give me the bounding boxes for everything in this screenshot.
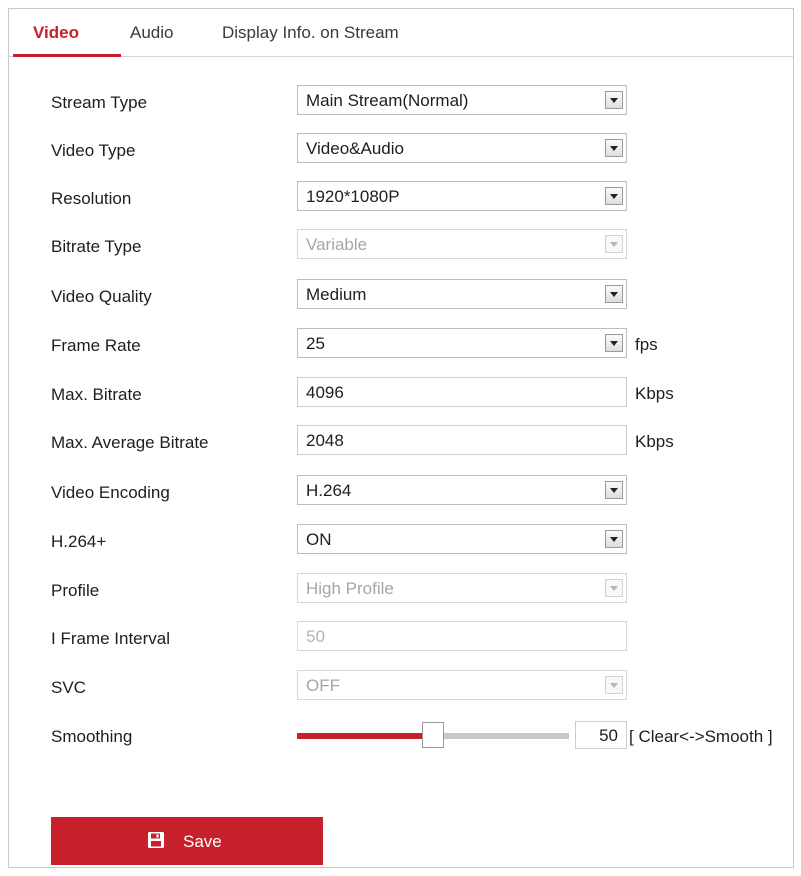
max-average-bitrate-row [9,425,793,461]
tab-display-info-on-stream[interactable]: Display Info. on Stream [222,23,399,42]
chevron-down-icon [605,579,623,597]
smoothing-row [9,719,793,755]
video-type-row [9,133,793,169]
video-encoding-label: Video Encoding [51,483,170,502]
bitrate-type-label: Bitrate Type [51,237,142,256]
save-button-label: Save [183,832,222,851]
chevron-down-icon[interactable] [605,285,623,303]
chevron-down-icon[interactable] [605,530,623,548]
stream-type-select[interactable] [297,85,627,115]
max-bitrate-value: 4096 [306,383,344,402]
h264-plus-select[interactable] [297,524,627,554]
floppy-disk-icon [147,831,165,849]
resolution-select[interactable] [297,181,627,211]
profile-select [297,573,627,603]
active-tab-indicator [13,54,121,57]
bitrate-type-value: Variable [306,235,368,254]
frame-rate-select[interactable] [297,328,627,358]
video-type-value: Video&Audio [306,139,404,158]
chevron-down-icon [605,676,623,694]
frame-rate-label: Frame Rate [51,336,141,355]
video-type-select[interactable] [297,133,627,163]
max-bitrate-input[interactable] [297,377,627,407]
profile-value: High Profile [306,579,394,598]
smoothing-slider-fill [297,733,433,739]
video-encoding-select[interactable] [297,475,627,505]
stream-type-value: Main Stream(Normal) [306,91,469,110]
profile-label: Profile [51,581,100,600]
video-encoding-row [9,475,793,511]
max-average-bitrate-input[interactable] [297,425,627,455]
chevron-down-icon[interactable] [605,481,623,499]
svc-select [297,670,627,700]
max-bitrate-unit: Kbps [635,384,674,403]
max-bitrate-label: Max. Bitrate [51,385,142,404]
video-quality-row [9,279,793,315]
i-frame-interval-input [297,621,627,651]
save-button[interactable] [51,817,323,865]
resolution-value: 1920*1080P [306,187,400,206]
i-frame-interval-value: 50 [306,627,325,646]
bitrate-type-row [9,229,793,265]
h264-plus-row [9,524,793,560]
chevron-down-icon[interactable] [605,187,623,205]
video-quality-select[interactable] [297,279,627,309]
max-average-bitrate-value: 2048 [306,431,344,450]
video-type-label: Video Type [51,141,136,160]
h264-plus-label: H.264+ [51,532,107,551]
chevron-down-icon[interactable] [605,139,623,157]
tab-bar [9,9,793,57]
svc-row [9,670,793,706]
chevron-down-icon[interactable] [605,334,623,352]
smoothing-slider-handle[interactable] [422,722,444,748]
frame-rate-row [9,328,793,364]
tab-audio[interactable]: Audio [130,23,174,42]
stream-type-row [9,85,793,121]
smoothing-hint: [ Clear<->Smooth ] [629,727,773,746]
profile-row [9,573,793,609]
video-settings-panel [8,8,794,868]
video-quality-value: Medium [306,285,367,304]
resolution-row [9,181,793,217]
max-average-bitrate-label: Max. Average Bitrate [51,433,209,452]
i-frame-interval-label: I Frame Interval [51,629,171,648]
frame-rate-value: 25 [306,334,325,353]
i-frame-interval-row [9,621,793,657]
svc-value: OFF [306,676,340,695]
smoothing-value: 50 [599,726,618,745]
smoothing-value-box[interactable] [575,721,627,749]
resolution-label: Resolution [51,189,132,208]
bitrate-type-select [297,229,627,259]
chevron-down-icon [605,235,623,253]
chevron-down-icon[interactable] [605,91,623,109]
stream-type-label: Stream Type [51,93,148,112]
frame-rate-unit: fps [635,335,658,354]
max-bitrate-row [9,377,793,413]
smoothing-label: Smoothing [51,727,133,746]
svc-label: SVC [51,678,86,697]
h264-plus-value: ON [306,530,332,549]
max-average-bitrate-unit: Kbps [635,432,674,451]
video-quality-label: Video Quality [51,287,152,306]
video-encoding-value: H.264 [306,481,352,500]
tab-video[interactable]: Video [33,23,79,42]
